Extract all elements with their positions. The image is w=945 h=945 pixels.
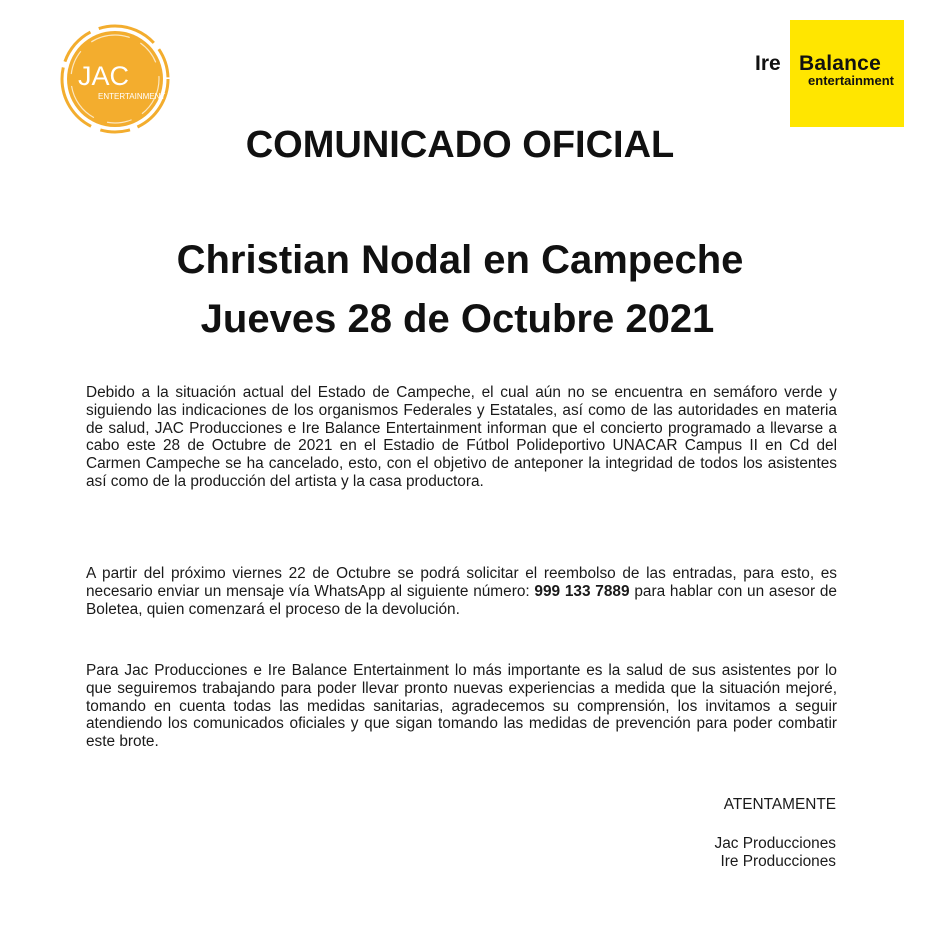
paragraph-refund [86, 565, 837, 618]
event-title: Christian Nodal en Campeche [176, 238, 744, 282]
closing-salutation: ATENTAMENTE [723, 796, 836, 813]
paragraph-cancellation: Debido a la situación actual del Estado de Campeche, el cual aún no se encuentra en semáforo verde y siguiendo las indicaciones de los organismos Federales y Estatales, así como de las autoridades en materia de salud, JAC Producciones e Ire Balance Entertainment informan que el concierto programado a llevarse a cabo este 28 de Octubre de 2021 en el Estadio de Fútbol Polideportivo UNACAR Campus II en Cd del Carmen Campeche se ha cancelado, esto, con el objetivo de anteponer la integridad de todos los asistentes así como de la producción del artista y la casa productora. [86, 384, 837, 490]
ire-logo-balance: Balance [799, 52, 881, 75]
document-title: COMUNICADO OFICIAL [245, 124, 675, 166]
jac-logo-subtext: ENTERTAINMENT [98, 92, 166, 101]
signature-jac: Jac Producciones [714, 835, 836, 852]
refund-text-start: A partir del próximo viernes 22 de Octubre se podrá solicitar el reembolso de las entradas, para esto, es necesario enviar un mensaje vía WhatsApp al siguiente número: [86, 565, 837, 600]
whatsapp-phone-number: 999 133 7889 [534, 582, 630, 600]
ire-logo-prefix: Ire [755, 52, 781, 75]
refund-text-end: para hablar con un asesor de Boletea, quien comenzará el proceso de la devolución. [86, 582, 837, 618]
paragraph-closing-message: Para Jac Producciones e Ire Balance Entertainment lo más importante es la salud de sus asistentes por lo que seguiremos trabajando para poder llevar pronto nuevas experiencias a medida que la situación mejoré, tomando en cuenta todas las medidas sanitarias, agradecemos su comprensión, los invitamos a seguir atendiendo los comunicados oficiales y que sigan tomando las medidas de prevención para poder combatir este brote. [86, 662, 837, 751]
jac-logo-text: JAC [78, 61, 130, 91]
ire-balance-logo [790, 20, 904, 127]
signature-ire: Ire Producciones [720, 853, 836, 870]
event-date: Jueves 28 de Octubre 2021 [200, 297, 715, 341]
ire-logo-entertainment: entertainment [808, 73, 894, 88]
jac-entertainment-logo [58, 22, 172, 136]
